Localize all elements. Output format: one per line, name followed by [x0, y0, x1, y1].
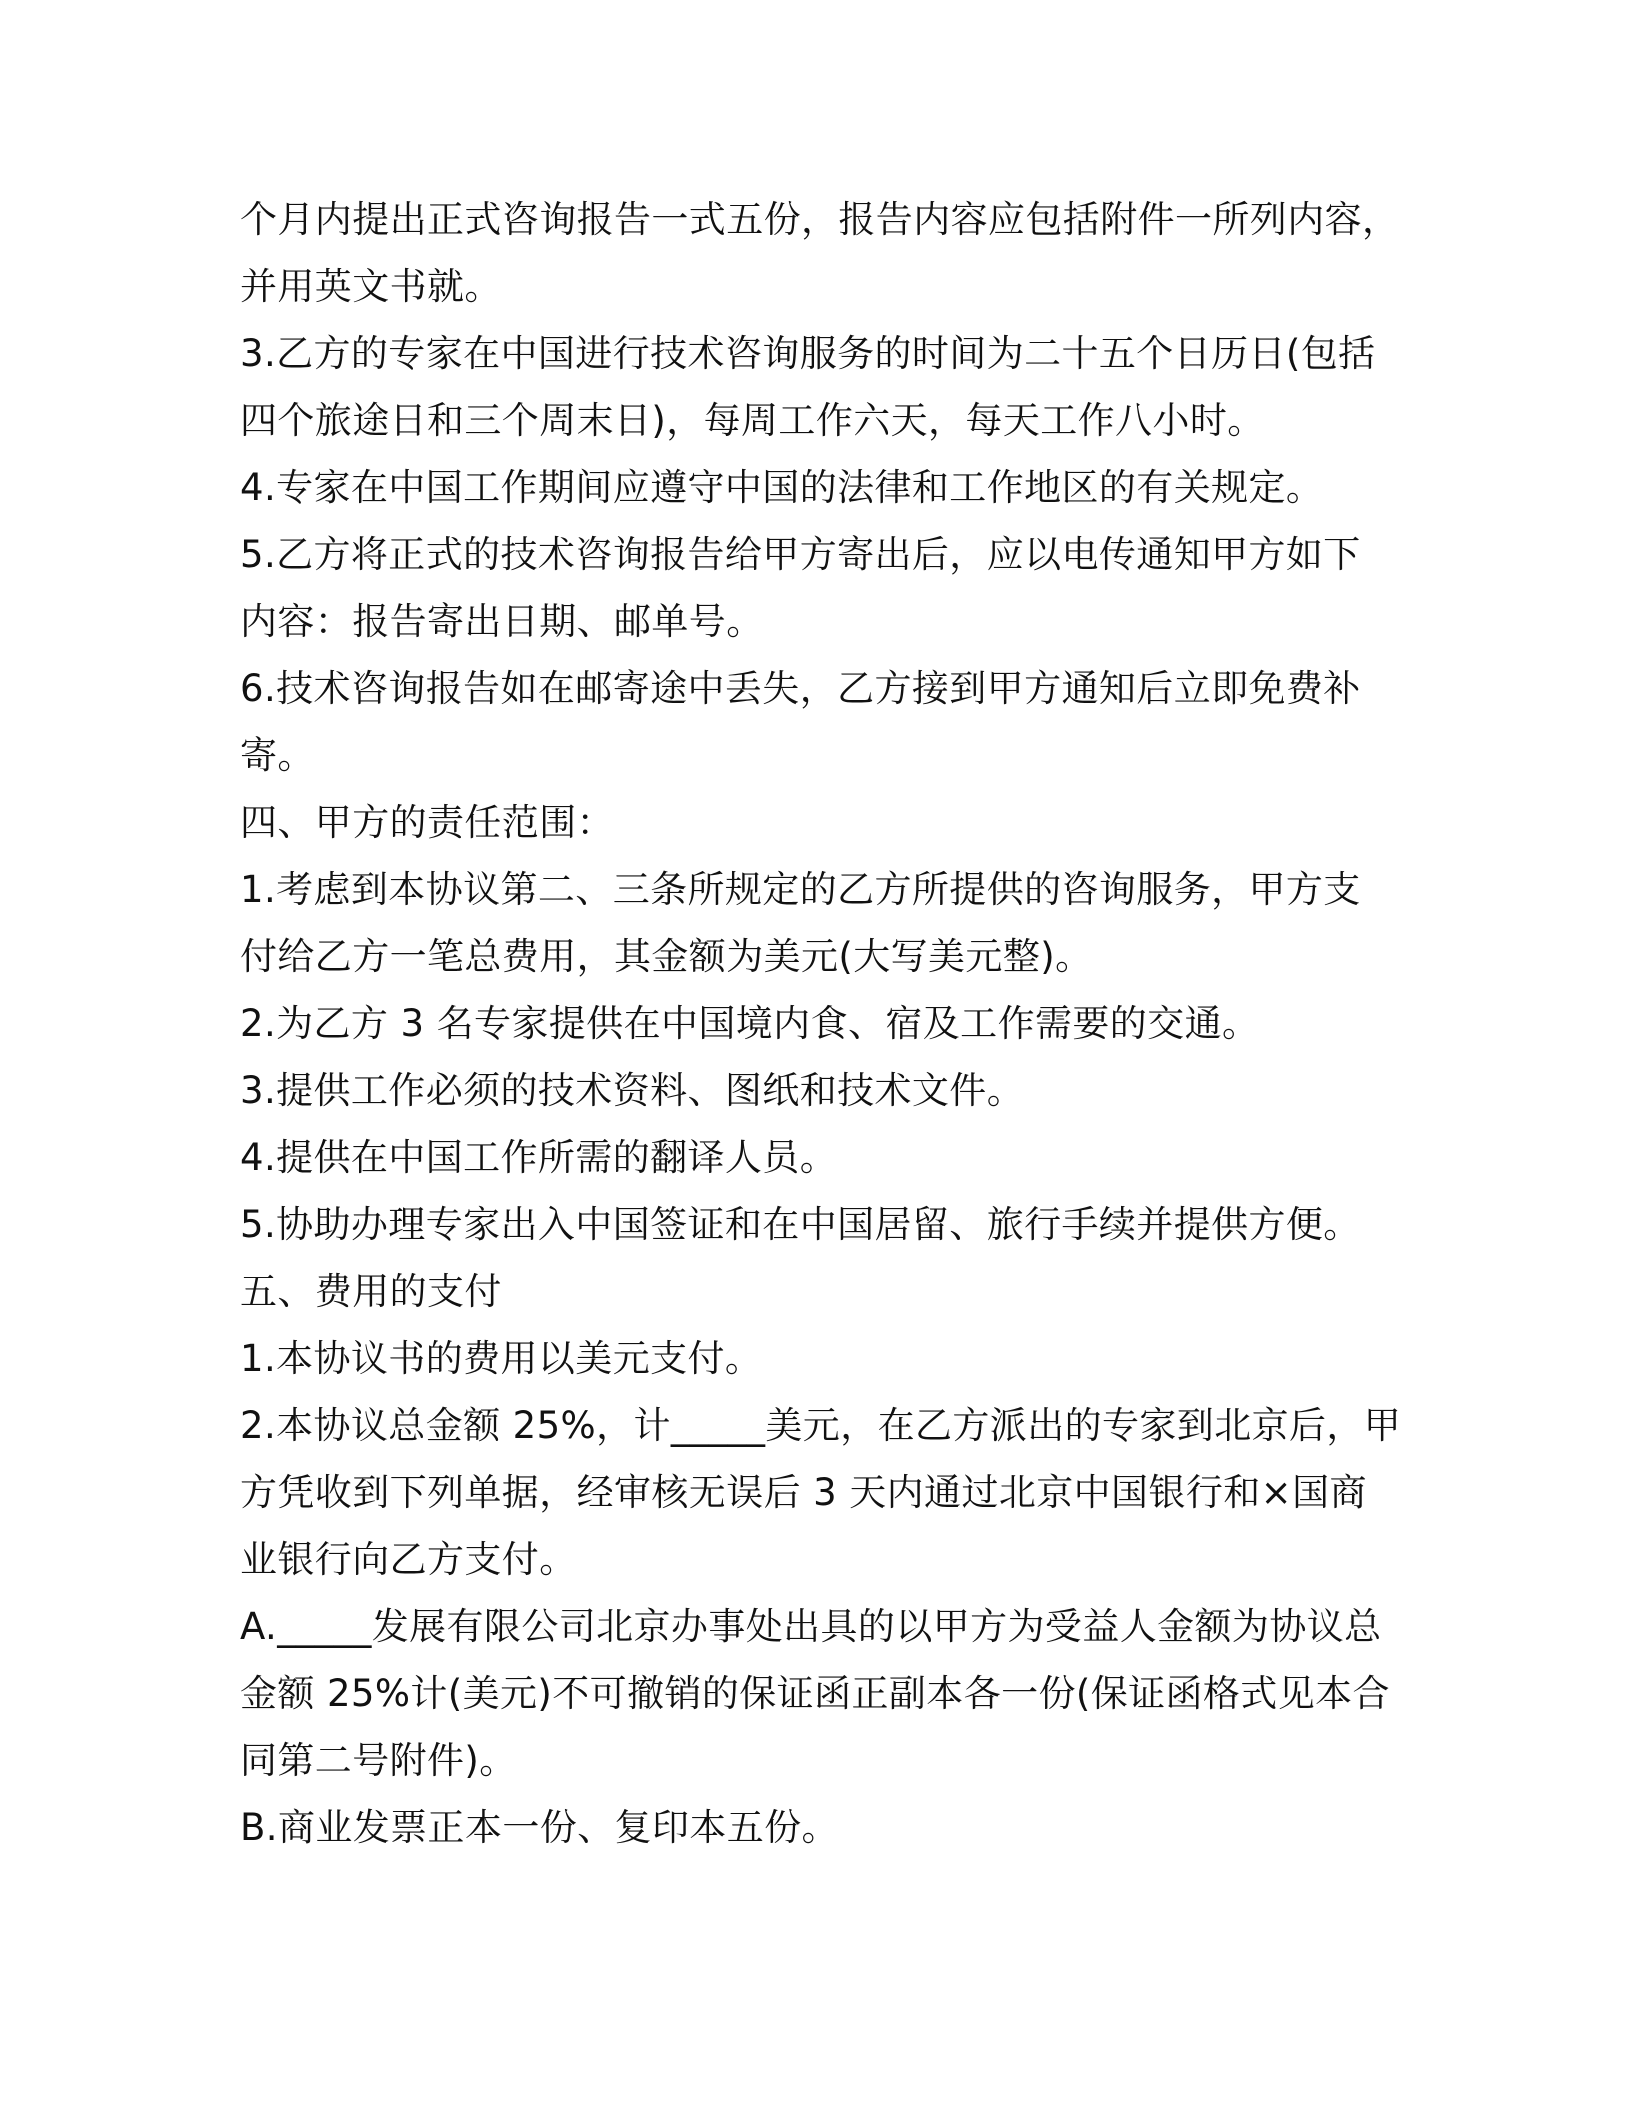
item-b: B.商业发票正本一份、复印本五份。 — [240, 1806, 839, 1849]
clause-4: 4.专家在中国工作期间应遵守中国的法律和工作地区的有关规定。 — [240, 466, 1324, 509]
clause-5-line-2: 内容：报告寄出日期、邮单号。 — [240, 600, 764, 643]
item-a-line-3: 同第二号附件)。 — [240, 1739, 517, 1782]
section-4-item-2: 2.为乙方 3 名专家提供在中国境内食、宿及工作需要的交通。 — [240, 1002, 1260, 1045]
section-4-item-1-line-2: 付给乙方一笔总费用，其金额为美元(大写美元整)。 — [240, 935, 1093, 978]
section-5-item-2-line-3: 业银行向乙方支付。 — [240, 1538, 577, 1581]
clause-3-line-1: 3.乙方的专家在中国进行技术咨询服务的时间为二十五个日历日(包括 — [240, 332, 1376, 375]
section-5-item-2-line-1: 2.本协议总金额 25%，计_____美元，在乙方派出的专家到北京后，甲 — [240, 1404, 1402, 1447]
section-4-item-3: 3.提供工作必须的技术资料、图纸和技术文件。 — [240, 1069, 1025, 1112]
clause-5-line-1: 5.乙方将正式的技术咨询报告给甲方寄出后，应以电传通知甲方如下 — [240, 533, 1361, 576]
item-a-line-1: A._____发展有限公司北京办事处出具的以甲方为受益人金额为协议总 — [240, 1605, 1382, 1648]
section-5-item-2-line-2: 方凭收到下列单据，经审核无误后 3 天内通过北京中国银行和×国商 — [240, 1471, 1367, 1514]
clause-6-line-1: 6.技术咨询报告如在邮寄途中丢失，乙方接到甲方通知后立即免费补 — [240, 667, 1361, 710]
clause-3-line-2: 四个旅途日和三个周末日)，每周工作六天，每天工作八小时。 — [240, 399, 1265, 442]
clause-6-line-2: 寄。 — [240, 734, 315, 777]
section-4-item-4: 4.提供在中国工作所需的翻译人员。 — [240, 1136, 838, 1179]
section-5-item-1: 1.本协议书的费用以美元支付。 — [240, 1337, 763, 1380]
text-line-2: 并用英文书就。 — [240, 265, 502, 308]
section-4-heading: 四、甲方的责任范围： — [240, 801, 614, 844]
section-4-item-1-line-1: 1.考虑到本协议第二、三条所规定的乙方所提供的咨询服务，甲方支 — [240, 868, 1361, 911]
item-a-line-2: 金额 25%计(美元)不可撤销的保证函正副本各一份(保证函格式见本合 — [240, 1672, 1390, 1715]
text-line-1: 个月内提出正式咨询报告一式五份，报告内容应包括附件一所列内容， — [240, 198, 1400, 241]
document-body — [240, 186, 1400, 1861]
section-4-item-5: 5.协助办理专家出入中国签证和在中国居留、旅行手续并提供方便。 — [240, 1203, 1361, 1246]
section-5-heading: 五、费用的支付 — [240, 1270, 502, 1313]
